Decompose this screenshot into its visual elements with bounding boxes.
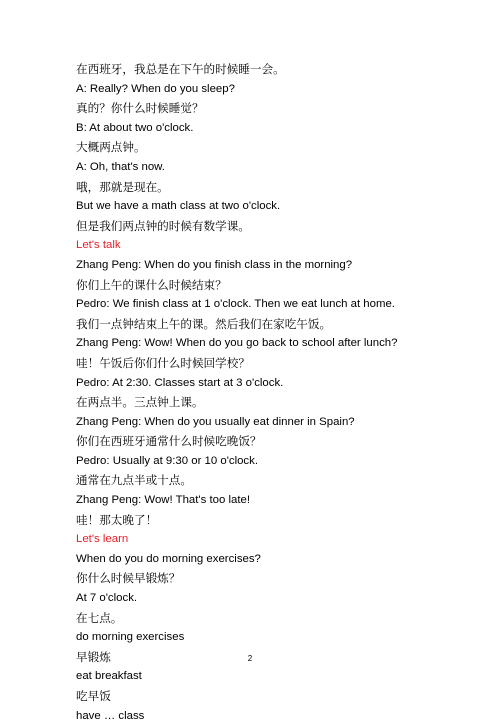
chinese-translation-line: 在七点。: [76, 610, 123, 625]
english-text-line: Zhang Peng: Wow! That's too late!: [76, 494, 250, 507]
chinese-translation-line: 在西班牙，我总是在下午的时候睡一会。: [76, 62, 285, 76]
english-text-line: A: Oh, that's now.: [76, 160, 165, 173]
chinese-translation-line: 早锻炼: [76, 649, 111, 664]
english-text-line: do morning exercises: [76, 631, 185, 644]
chinese-translation-line: 你们上午的课什么时候结束？: [76, 277, 227, 292]
chinese-translation-line: 吃早饭: [76, 689, 111, 703]
page-number: 2: [247, 654, 253, 663]
chinese-translation-line: 哇！午饭后你们什么时候回学校？: [76, 355, 250, 370]
english-text-line: At 7 o'clock.: [76, 592, 138, 605]
chinese-translation-line: 通常在九点半或十点。: [76, 473, 192, 488]
english-text-line: Zhang Peng: When do you usually eat dinner in Spain?: [76, 415, 355, 428]
english-text-line: Pedro: We finish class at 1 o'clock. Then we eat lunch at home.: [76, 298, 395, 311]
chinese-translation-line: 你们在西班牙通常什么时候吃晚饭？: [76, 434, 262, 449]
chinese-translation-line: 哇！那太晚了！: [76, 512, 158, 527]
english-text-line: But we have a math class at two o'clock.: [76, 200, 281, 213]
section-heading: Let's talk: [76, 239, 121, 252]
chinese-translation-line: 大概两点钟。: [76, 140, 146, 155]
english-text-line: eat breakfast: [76, 670, 142, 683]
chinese-translation-line: 我们一点钟结束上午的课。然后我们在家吃午饭。: [76, 316, 332, 331]
chinese-translation-line: 你什么时候早锻炼？: [76, 571, 181, 586]
document-body: [76, 60, 476, 726]
english-text-line: When do you do morning exercises?: [76, 552, 261, 565]
english-text-line: Pedro: Usually at 9:30 or 10 o'clock.: [76, 454, 258, 467]
chinese-translation-line: 哦，那就是现在。: [76, 179, 169, 194]
english-text-line: Zhang Peng: When do you finish class in the morning?: [76, 258, 353, 271]
english-text-line: Zhang Peng: Wow! When do you go back to school after lunch?: [76, 337, 398, 350]
english-text-line: A: Really? When do you sleep?: [76, 82, 235, 95]
chinese-translation-line: 真的？你什么时候睡觉？: [76, 101, 204, 116]
english-text-line: B: At about two o'clock.: [76, 121, 194, 134]
chinese-translation-line: 在两点半。三点钟上课。: [76, 395, 204, 410]
english-text-line: Pedro: At 2:30. Classes start at 3 o'clock.: [76, 376, 284, 389]
english-text-line: have … class: [76, 709, 145, 722]
chinese-translation-line: 但是我们两点钟的时候有数学课。: [76, 218, 250, 233]
section-heading: Let's learn: [76, 533, 129, 546]
